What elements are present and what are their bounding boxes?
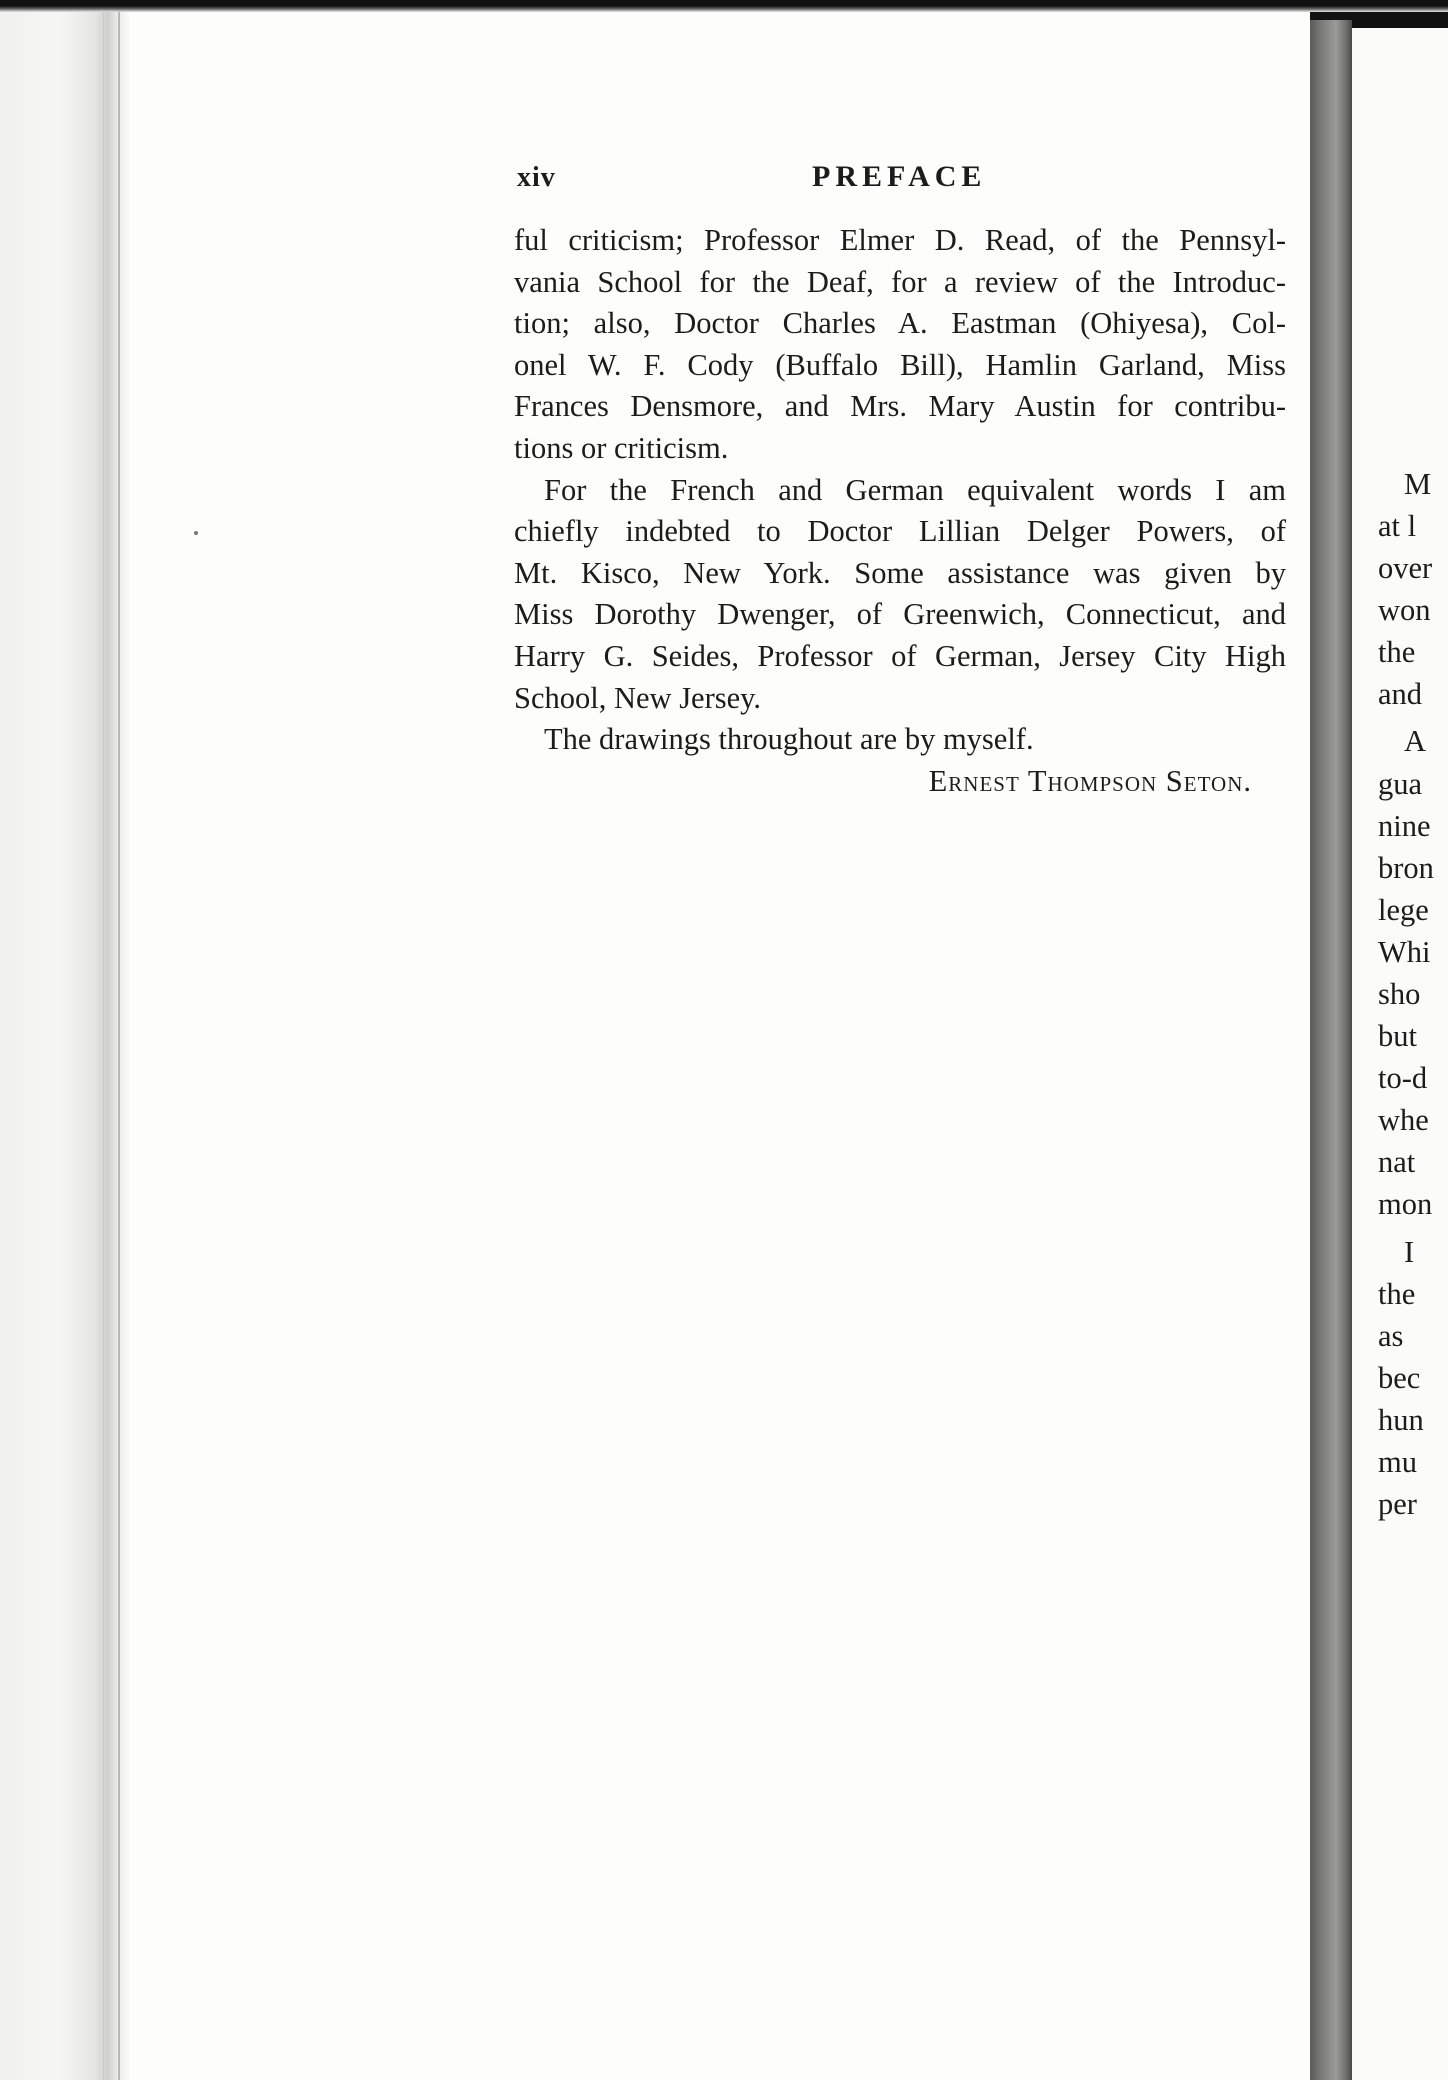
facing-text-fragment: hun [1378,1403,1424,1437]
facing-text-fragment: to-d [1378,1061,1428,1095]
text-line: For the French and German equivalent words I am [544,472,1286,507]
facing-text-fragment: the [1378,1277,1416,1311]
facing-text-fragment: whe [1378,1103,1429,1137]
text-line: The drawings throughout are by myself. [544,722,1034,757]
facing-text-fragment: I [1404,1235,1415,1269]
text-line: Frances Densmore, and Mrs. Mary Austin for contribu- [514,389,1286,424]
facing-text-fragment: Whi [1378,935,1431,969]
facing-text-fragment: won [1378,593,1431,627]
scan-top-border [0,0,1448,12]
facing-page [1352,28,1448,2080]
text-line: School, New Jersey. [514,680,762,715]
facing-text-fragment: sho [1378,977,1421,1011]
facing-text-fragment: as [1378,1319,1404,1353]
text-line: tion; also, Doctor Charles A. Eastman (Ohiyesa), Col- [514,306,1286,341]
text-line: chiefly indebted to Doctor Lillian Delger Powers, of [514,514,1286,549]
book-binding-gutter [0,12,130,2080]
text-line: onel W. F. Cody (Buffalo Bill), Hamlin Garland, Miss [514,347,1286,382]
facing-text-fragment: mon [1378,1187,1433,1221]
facing-text-fragment: M [1404,467,1432,501]
text-line: Harry G. Seides, Professor of German, Jersey City High [514,638,1286,673]
binding-crease-outer [103,12,104,2080]
preface-body [514,220,1286,802]
binding-crease [118,12,120,2080]
facing-text-fragment: mu [1378,1445,1417,1479]
text-line: ful criticism; Professor Elmer D. Read, of the Pennsyl- [514,223,1286,257]
facing-text-fragment: nat [1378,1145,1416,1179]
facing-text-fragment: bec [1378,1361,1421,1395]
page-edge-shadow [1310,20,1352,2080]
facing-text-fragment: per [1378,1487,1417,1521]
facing-text-fragment: gua [1378,767,1423,801]
running-head: PREFACE [812,160,987,193]
facing-text-fragment: lege [1378,893,1429,927]
facing-text-fragment: the [1378,635,1416,669]
facing-text-fragment: nine [1378,809,1431,843]
dust-speck [194,531,198,535]
text-line: Miss Dorothy Dwenger, of Greenwich, Connecticut, and [514,597,1286,632]
text-line: vania School for the Deaf, for a review of the Introduc- [514,264,1286,299]
facing-text-fragment: bron [1378,851,1434,885]
facing-text-fragment: and [1378,677,1423,711]
facing-text-fragment: A [1404,724,1427,758]
author-signature: Ernest Thompson Seton. [928,763,1252,798]
facing-text-fragment: at l [1378,509,1417,543]
text-line: Mt. Kisco, New York. Some assistance was given by [514,555,1286,590]
page-number: xiv [517,162,556,193]
facing-text-fragment: but [1378,1019,1417,1053]
facing-text-fragment: over [1378,551,1433,585]
text-line: tions or criticism. [514,430,729,465]
